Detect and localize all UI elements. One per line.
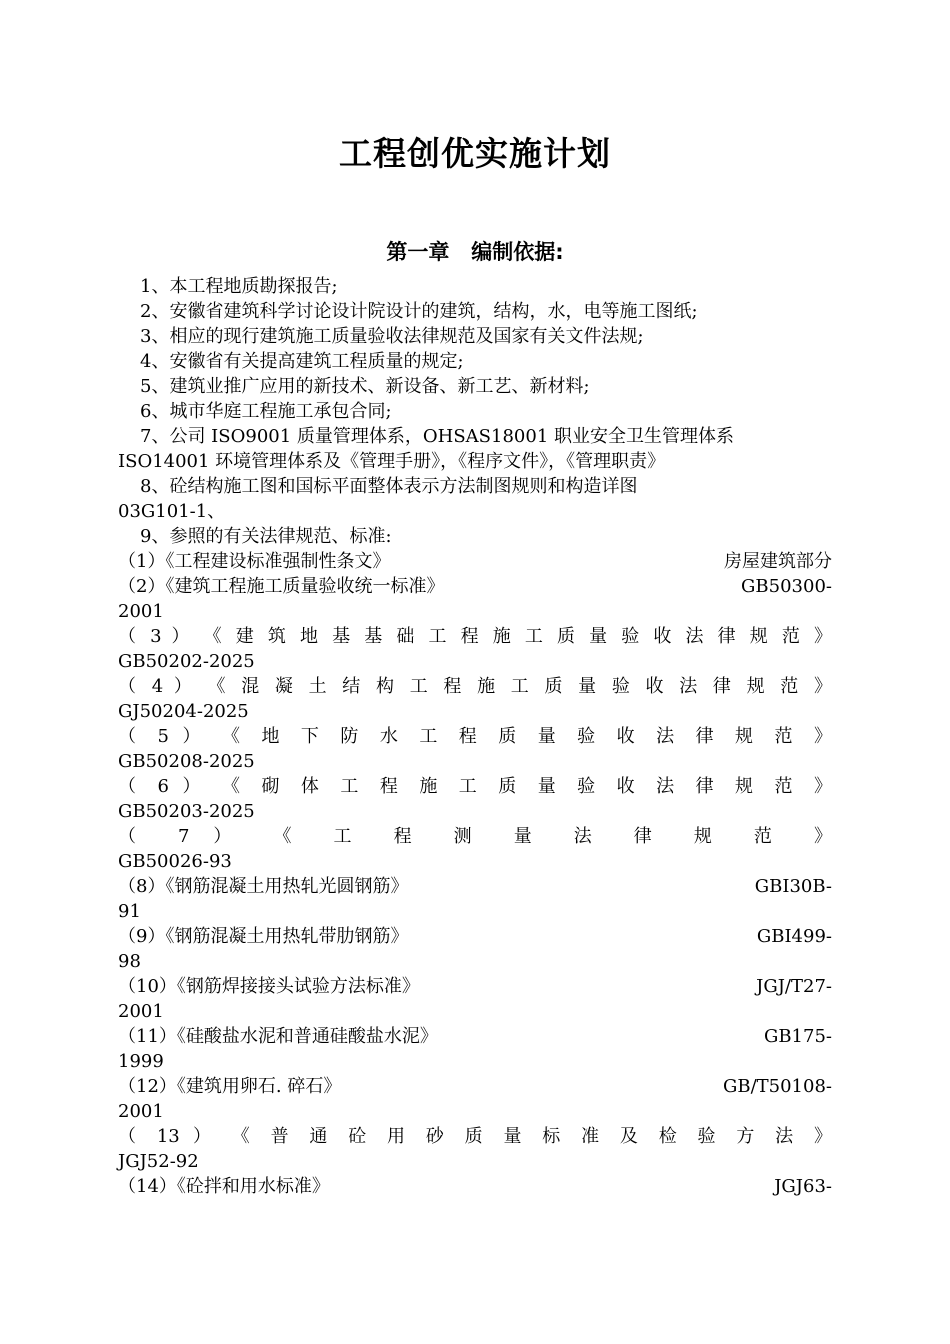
standard-code-cont: 2001 [118, 601, 164, 622]
standard-code-cont: GB50203-2025 [118, 801, 255, 822]
standard-code-cont: JGJ52-92 [118, 1151, 199, 1172]
basis-item-6: 6、城市华庭工程施工承包合同; [140, 401, 392, 422]
standard-name: （8）《钢筋混凝土用热轧光圆钢筋》 [118, 876, 409, 897]
basis-item-8-cont: 03G101-1、 [118, 501, 226, 522]
standard-row: （ 6 ） 《 砌 体 工 程 施 工 质 量 验 收 法 律 规 范 》 [118, 776, 832, 797]
basis-item-9: 9、参照的有关法律规范、标准: [140, 526, 392, 547]
standard-code-cont: GB50026-93 [118, 851, 232, 872]
standard-code-cont: GJ50204-2025 [118, 701, 249, 722]
standard-code: GB50300- [741, 576, 832, 597]
basis-item-7: 7、公司 ISO9001 质量管理体系，OHSAS18001 职业安全卫生管理体系 [140, 426, 734, 447]
basis-item-1: 1、本工程地质勘探报告; [140, 276, 338, 297]
basis-item-3: 3、相应的现行建筑施工质量验收法律规范及国家有关文件法规; [140, 326, 644, 347]
basis-item-2: 2、安徽省建筑科学讨论设计院设计的建筑，结构，水，电等施工图纸; [140, 301, 698, 322]
standard-code-cont: GB50202-2025 [118, 651, 255, 672]
standard-row: （ 3 ） 《 建 筑 地 基 基 础 工 程 施 工 质 量 验 收 法 律 规 范 》 [118, 626, 832, 647]
standard-name: （14）《砼拌和用水标准》 [118, 1176, 330, 1197]
standard-code-cont: 1999 [118, 1051, 164, 1072]
standard-row [118, 974, 832, 999]
standard-row [118, 1024, 832, 1049]
standard-code: GBI499- [756, 926, 832, 947]
standard-code-cont: 98 [118, 951, 141, 972]
standard-code: JGJ/T27- [756, 976, 832, 997]
standard-row: （ 4 ） 《 混 凝 土 结 构 工 程 施 工 质 量 验 收 法 律 规 范 》 [118, 676, 832, 697]
basis-item-8: 8、砼结构施工图和国标平面整体表示方法制图规则和构造详图 [140, 476, 638, 497]
standard-code: 房屋建筑部分 [724, 551, 832, 572]
basis-item-4: 4、安徽省有关提高建筑工程质量的规定; [140, 351, 464, 372]
standard-row: （ 7 ） 《 工 程 测 量 法 律 规 范 》 [118, 826, 832, 847]
document-body [118, 274, 832, 1199]
standard-code: GBI30B- [754, 876, 832, 897]
document-title: 工程创优实施计划 [339, 134, 611, 173]
standard-name: （1）《工程建设标准强制性条文》 [118, 551, 391, 572]
standard-code-cont: 2001 [118, 1001, 164, 1022]
standard-row [118, 924, 832, 949]
standard-name: （2）《建筑工程施工质量验收统一标准》 [118, 576, 445, 597]
standard-row: （ 13 ） 《 普 通 砼 用 砂 质 量 标 准 及 检 验 方 法 》 [118, 1126, 832, 1147]
standard-code: JGJ63- [774, 1176, 832, 1197]
standard-code: GB175- [763, 1026, 832, 1047]
standard-row [118, 549, 832, 574]
standard-name: （9）《钢筋混凝土用热轧带肋钢筋》 [118, 926, 409, 947]
standard-row [118, 874, 832, 899]
basis-item-7-cont: ISO14001 环境管理体系及《管理手册》，《程序文件》，《管理职责》 [118, 451, 666, 472]
standard-code: GB/T50108- [722, 1076, 832, 1097]
standard-name: （10）《钢筋焊接接头试验方法标准》 [118, 976, 420, 997]
basis-item-5: 5、建筑业推广应用的新技术、新设备、新工艺、新材料; [140, 376, 590, 397]
standard-row [118, 574, 832, 599]
standard-name: （12）《建筑用卵石. 碎石》 [118, 1076, 342, 1097]
standard-code-cont: GB50208-2025 [118, 751, 255, 772]
standard-row: （ 5 ） 《 地 下 防 水 工 程 质 量 验 收 法 律 规 范 》 [118, 726, 832, 747]
chapter-heading: 第一章 编制依据: [386, 240, 564, 264]
standard-code-cont: 91 [118, 901, 141, 922]
standard-row [118, 1174, 832, 1199]
standard-name: （11）《硅酸盐水泥和普通硅酸盐水泥》 [118, 1026, 438, 1047]
standard-code-cont: 2001 [118, 1101, 164, 1122]
standard-row [118, 1074, 832, 1099]
